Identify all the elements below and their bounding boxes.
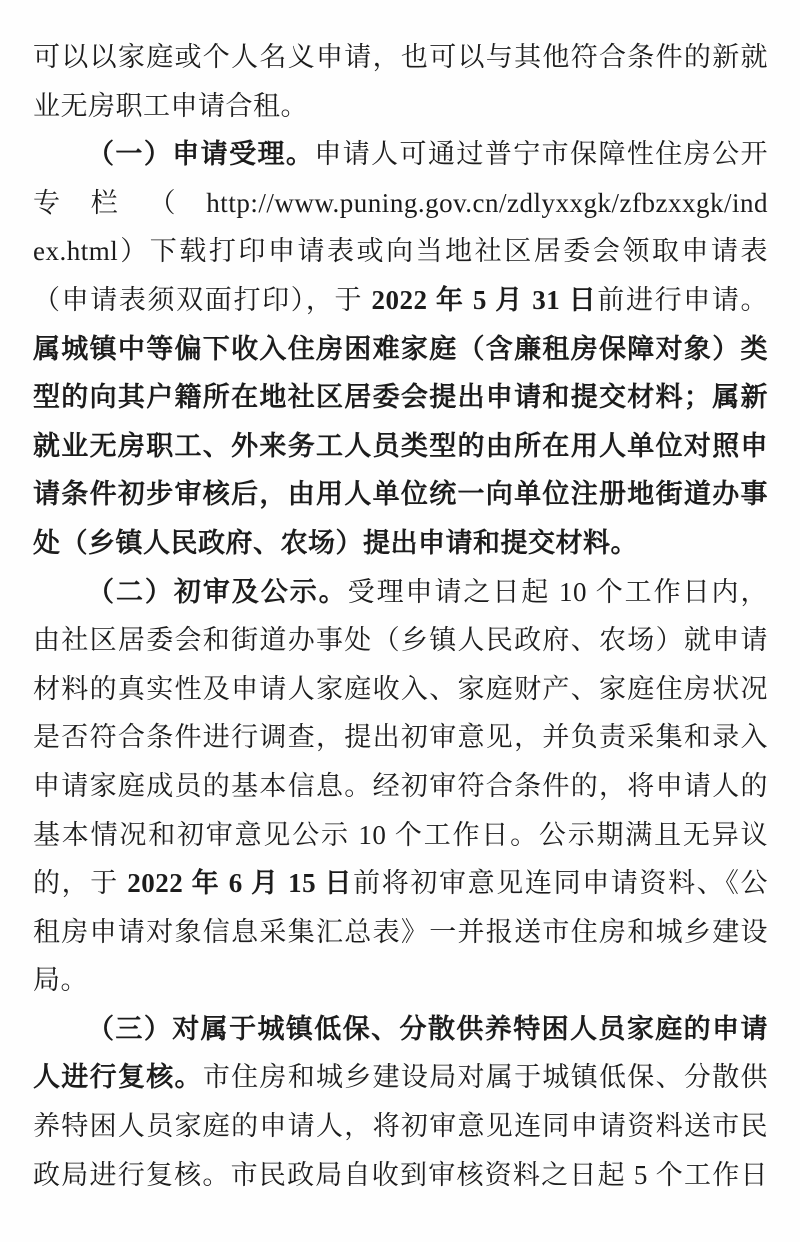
text-run: 前将初审意见连同申请资料、《公 [353,868,768,899]
text-line [33,616,768,665]
text-line [33,762,768,811]
bold-text-run: （一）申请受理。 [87,139,315,170]
bold-text-run: 2022 年 6 月 15 日 [127,868,354,899]
bold-text-run: 人进行复核。 [33,1062,203,1093]
bold-text-run: 2022 年 5 月 31 日 [371,284,598,315]
text-run: 专栏（http://www.puning.gov.cn/zdlyxxgk/zfbzxxgk/ind [33,187,768,218]
text-line [33,956,768,1005]
text-run: 政局进行复核。市民政局自收到审核资料之日起 5 个工作日 [33,1159,768,1190]
text-line [33,470,768,519]
bold-text-run: （三）对属于城镇低保、分散供养特困人员家庭的申请 [87,1013,768,1044]
bold-text-run: 属城镇中等偏下收入住房困难家庭（含廉租房保障对象）类 [33,333,768,364]
text-line [33,373,768,422]
text-line [33,1053,768,1102]
text-run: 基本情况和初审意见公示 10 个工作日。公示期满且无异议 [33,819,768,850]
text-line [33,811,768,860]
text-run: 市住房和城乡建设局对属于城镇低保、分散供 [202,1062,768,1093]
text-run: 受理申请之日起 10 个工作日内， [347,576,768,607]
text-line [33,908,768,957]
text-run: 由社区居委会和街道办事处（乡镇人民政府、农场）就申请 [33,625,768,656]
bold-text-run: 处（乡镇人民政府、农场）提出申请和提交材料。 [33,527,638,558]
bold-text-run: 请条件初步审核后，由用人单位统一向单位注册地街道办事 [33,479,768,510]
text-line [33,1151,768,1200]
text-line [33,519,768,568]
text-run: 申请家庭成员的基本信息。经初审符合条件的，将申请人的 [33,770,768,801]
text-line [33,1102,768,1151]
text-column [33,33,768,1199]
text-run: 前进行申请。 [597,284,768,315]
bold-text-run: 型的向其户籍所在地社区居委会提出申请和提交材料；属新 [33,382,768,413]
text-line [33,179,768,228]
text-run: 租房申请对象信息采集汇总表》一并报送市住房和城乡建设 [33,916,768,947]
text-line [33,859,768,908]
text-run: 可以以家庭或个人名义申请，也可以与其他符合条件的新就 [33,42,768,72]
text-line [33,422,768,471]
text-line [33,82,768,131]
text-run: （申请表须双面打印），于 [33,284,372,315]
text-run: ex.html）下载打印申请表或向当地社区居委会领取申请表 [33,236,768,267]
text-line [33,713,768,762]
text-run: 材料的真实性及申请人家庭收入、家庭财产、家庭住房状况 [33,673,768,704]
text-line [33,325,768,374]
text-line [33,276,768,325]
text-line [33,130,768,179]
text-line [33,665,768,714]
text-run: 业无房职工申请合租。 [33,90,308,121]
bold-text-run: （二）初审及公示。 [87,576,348,607]
text-line [33,1005,768,1054]
text-line [33,568,768,617]
text-run: 局。 [33,965,88,996]
text-run: 申请人可通过普宁市保障性住房公开 [314,139,768,170]
text-run: 的，于 [33,868,128,899]
text-line [33,33,768,82]
bold-text-run: 就业无房职工、外来务工人员类型的由所在用人单位对照申 [33,430,768,461]
text-run: 是否符合条件进行调查，提出初审意见，并负责采集和录入 [33,722,768,753]
text-run: 养特困人员家庭的申请人，将初审意见连同申请资料送市民 [33,1111,768,1142]
text-line [33,227,768,276]
